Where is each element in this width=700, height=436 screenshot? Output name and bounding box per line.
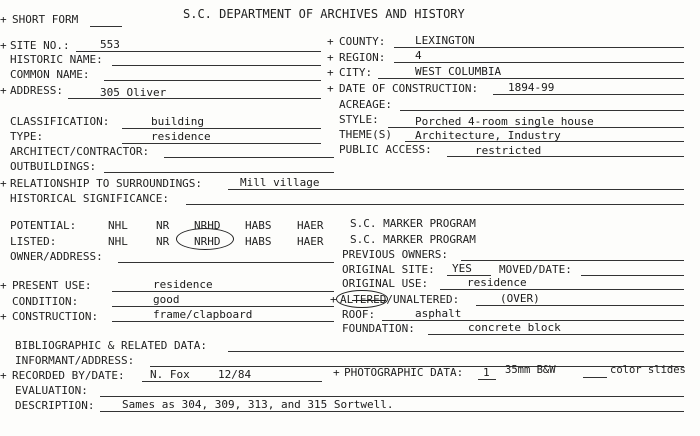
plus-mark: + bbox=[327, 82, 334, 95]
original-site-value: YES bbox=[452, 262, 472, 275]
site-no-line bbox=[76, 51, 321, 52]
plus-mark: + bbox=[0, 39, 7, 52]
short-form-label: SHORT FORM bbox=[12, 13, 79, 26]
recorded-by-line bbox=[142, 381, 322, 382]
plus-mark: + bbox=[0, 279, 7, 292]
listed-nr: NR bbox=[156, 235, 170, 248]
plus-mark: + bbox=[0, 310, 7, 323]
photo-count-line bbox=[478, 379, 496, 380]
plus-mark: + bbox=[0, 177, 7, 190]
potential-habs: HABS bbox=[245, 219, 272, 232]
plus-mark: + bbox=[333, 366, 340, 379]
site-no-label: SITE NO.: bbox=[10, 39, 70, 52]
relationship-line bbox=[228, 189, 684, 190]
type-line bbox=[122, 143, 321, 144]
plus-mark: + bbox=[330, 293, 337, 306]
plus-mark: + bbox=[0, 369, 7, 382]
classification-label: CLASSIFICATION: bbox=[10, 115, 110, 128]
classification-line bbox=[122, 128, 321, 129]
date-label: DATE OF CONSTRUCTION: bbox=[339, 82, 479, 95]
site-no-value: 553 bbox=[100, 38, 120, 51]
region-line bbox=[394, 62, 684, 63]
present-use-line bbox=[112, 291, 334, 292]
original-use-label: ORIGINAL USE: bbox=[342, 277, 429, 290]
condition-label: CONDITION: bbox=[12, 295, 79, 308]
historical-significance-label: HISTORICAL SIGNIFICANCE: bbox=[10, 192, 169, 205]
type-label: TYPE: bbox=[10, 130, 44, 143]
altered-line bbox=[476, 305, 684, 306]
plus-mark: + bbox=[0, 84, 7, 97]
evaluation-label: EVALUATION: bbox=[15, 384, 88, 397]
county-value: LEXINGTON bbox=[415, 34, 475, 47]
color-slides-line bbox=[583, 377, 607, 378]
potential-haer: HAER bbox=[297, 219, 324, 232]
moved-date-label: MOVED/DATE: bbox=[499, 263, 572, 276]
date-value: 1894-99 bbox=[508, 81, 555, 94]
plus-mark: + bbox=[327, 35, 334, 48]
condition-line bbox=[112, 306, 334, 307]
description-value: Sames as 304, 309, 313, and 315 Sortwell. bbox=[122, 398, 394, 411]
roof-value: asphalt bbox=[415, 307, 462, 320]
listed-label: LISTED: bbox=[10, 235, 57, 248]
photo-type-value: 35mm B&W bbox=[505, 364, 556, 376]
acreage-label: ACREAGE: bbox=[339, 98, 392, 111]
previous-owners-line bbox=[461, 260, 684, 261]
public-access-value: restricted bbox=[475, 144, 542, 157]
condition-value: good bbox=[153, 293, 180, 306]
theme-value: Architecture, Industry bbox=[415, 129, 561, 142]
present-use-value: residence bbox=[153, 278, 213, 291]
architect-line bbox=[164, 157, 334, 158]
listed-marker-program: S.C. MARKER PROGRAM bbox=[350, 233, 476, 246]
city-value: WEST COLUMBIA bbox=[415, 65, 502, 78]
evaluation-line bbox=[100, 396, 684, 397]
common-name-label: COMMON NAME: bbox=[10, 68, 90, 81]
potential-nrhd: NRHD bbox=[194, 219, 221, 232]
potential-marker-program: S.C. MARKER PROGRAM bbox=[350, 217, 476, 230]
photographic-data-label: PHOTOGRAPHIC DATA: bbox=[344, 366, 464, 379]
foundation-value: concrete block bbox=[468, 321, 561, 334]
nrhd-circle-mark bbox=[176, 228, 234, 250]
original-site-label: ORIGINAL SITE: bbox=[342, 263, 435, 276]
recorded-by-label: RECORDED BY/DATE: bbox=[12, 369, 125, 382]
original-use-line bbox=[440, 289, 684, 290]
previous-owners-label: PREVIOUS OWNERS: bbox=[342, 248, 448, 261]
theme-label: THEME(S) bbox=[339, 128, 392, 141]
recorded-date-value: 12/84 bbox=[218, 368, 252, 381]
listed-nhl: NHL bbox=[108, 235, 128, 248]
county-line bbox=[394, 47, 684, 48]
construction-line bbox=[112, 321, 334, 322]
altered-value: (OVER) bbox=[500, 292, 540, 305]
region-value: 4 bbox=[415, 49, 422, 62]
construction-label: CONSTRUCTION: bbox=[12, 310, 99, 323]
style-line bbox=[388, 127, 684, 128]
description-label: DESCRIPTION: bbox=[15, 399, 95, 412]
foundation-line bbox=[428, 334, 684, 335]
recorded-by-value: N. Fox bbox=[150, 368, 190, 381]
address-label: ADDRESS: bbox=[10, 84, 63, 97]
color-slides-label: color slides bbox=[610, 364, 686, 376]
architect-label: ARCHITECT/CONTRACTOR: bbox=[10, 145, 150, 158]
short-form-line bbox=[90, 26, 122, 27]
listed-nrhd: NRHD bbox=[194, 235, 221, 248]
present-use-label: PRESENT USE: bbox=[12, 279, 92, 292]
foundation-label: FOUNDATION: bbox=[342, 322, 415, 335]
outbuildings-line bbox=[104, 172, 334, 173]
altered-circle-mark bbox=[336, 290, 388, 308]
city-label: CITY: bbox=[339, 66, 373, 79]
moved-date-line bbox=[581, 275, 684, 276]
relationship-label: RELATIONSHIP TO SURROUNDINGS: bbox=[10, 177, 203, 190]
roof-label: ROOF: bbox=[342, 308, 376, 321]
owner-address-label: OWNER/ADDRESS: bbox=[10, 250, 103, 263]
type-value: residence bbox=[151, 130, 211, 143]
common-name-line bbox=[104, 80, 321, 81]
style-value: Porched 4-room single house bbox=[415, 115, 594, 128]
relationship-value: Mill village bbox=[240, 176, 320, 189]
plus-mark: + bbox=[0, 13, 7, 26]
public-access-label: PUBLIC ACCESS: bbox=[339, 143, 432, 156]
bibliographic-line bbox=[228, 351, 684, 352]
plus-mark: + bbox=[327, 51, 334, 64]
acreage-line bbox=[400, 110, 684, 111]
historic-name-label: HISTORIC NAME: bbox=[10, 53, 103, 66]
description-line bbox=[100, 411, 684, 412]
page-title: S.C. DEPARTMENT OF ARCHIVES AND HISTORY bbox=[183, 7, 465, 21]
potential-nr: NR bbox=[156, 219, 170, 232]
region-label: REGION: bbox=[339, 51, 386, 64]
listed-habs: HABS bbox=[245, 235, 272, 248]
owner-address-line bbox=[118, 262, 334, 263]
photo-count-value: 1 bbox=[483, 366, 490, 379]
bibliographic-label: BIBLIOGRAPHIC & RELATED DATA: bbox=[15, 339, 208, 352]
city-line bbox=[378, 78, 684, 79]
original-use-value: residence bbox=[467, 276, 527, 289]
informant-label: INFORMANT/ADDRESS: bbox=[15, 354, 135, 367]
style-label: STYLE: bbox=[339, 113, 379, 126]
listed-haer: HAER bbox=[297, 235, 324, 248]
historic-name-line bbox=[112, 65, 321, 66]
altered-strike-mark bbox=[352, 300, 386, 301]
potential-label: POTENTIAL: bbox=[10, 219, 77, 232]
theme-line bbox=[405, 141, 684, 142]
address-value: 305 Oliver bbox=[100, 86, 167, 99]
classification-value: building bbox=[151, 115, 204, 128]
address-line bbox=[68, 98, 321, 99]
plus-mark: + bbox=[327, 66, 334, 79]
date-line bbox=[493, 94, 684, 95]
county-label: COUNTY: bbox=[339, 35, 386, 48]
outbuildings-label: OUTBUILDINGS: bbox=[10, 160, 97, 173]
public-access-line bbox=[447, 156, 684, 157]
altered-label: ALTERED/UNALTERED: bbox=[340, 293, 460, 306]
historical-significance-line bbox=[186, 204, 684, 205]
construction-value: frame/clapboard bbox=[153, 308, 253, 321]
potential-nhl: NHL bbox=[108, 219, 128, 232]
